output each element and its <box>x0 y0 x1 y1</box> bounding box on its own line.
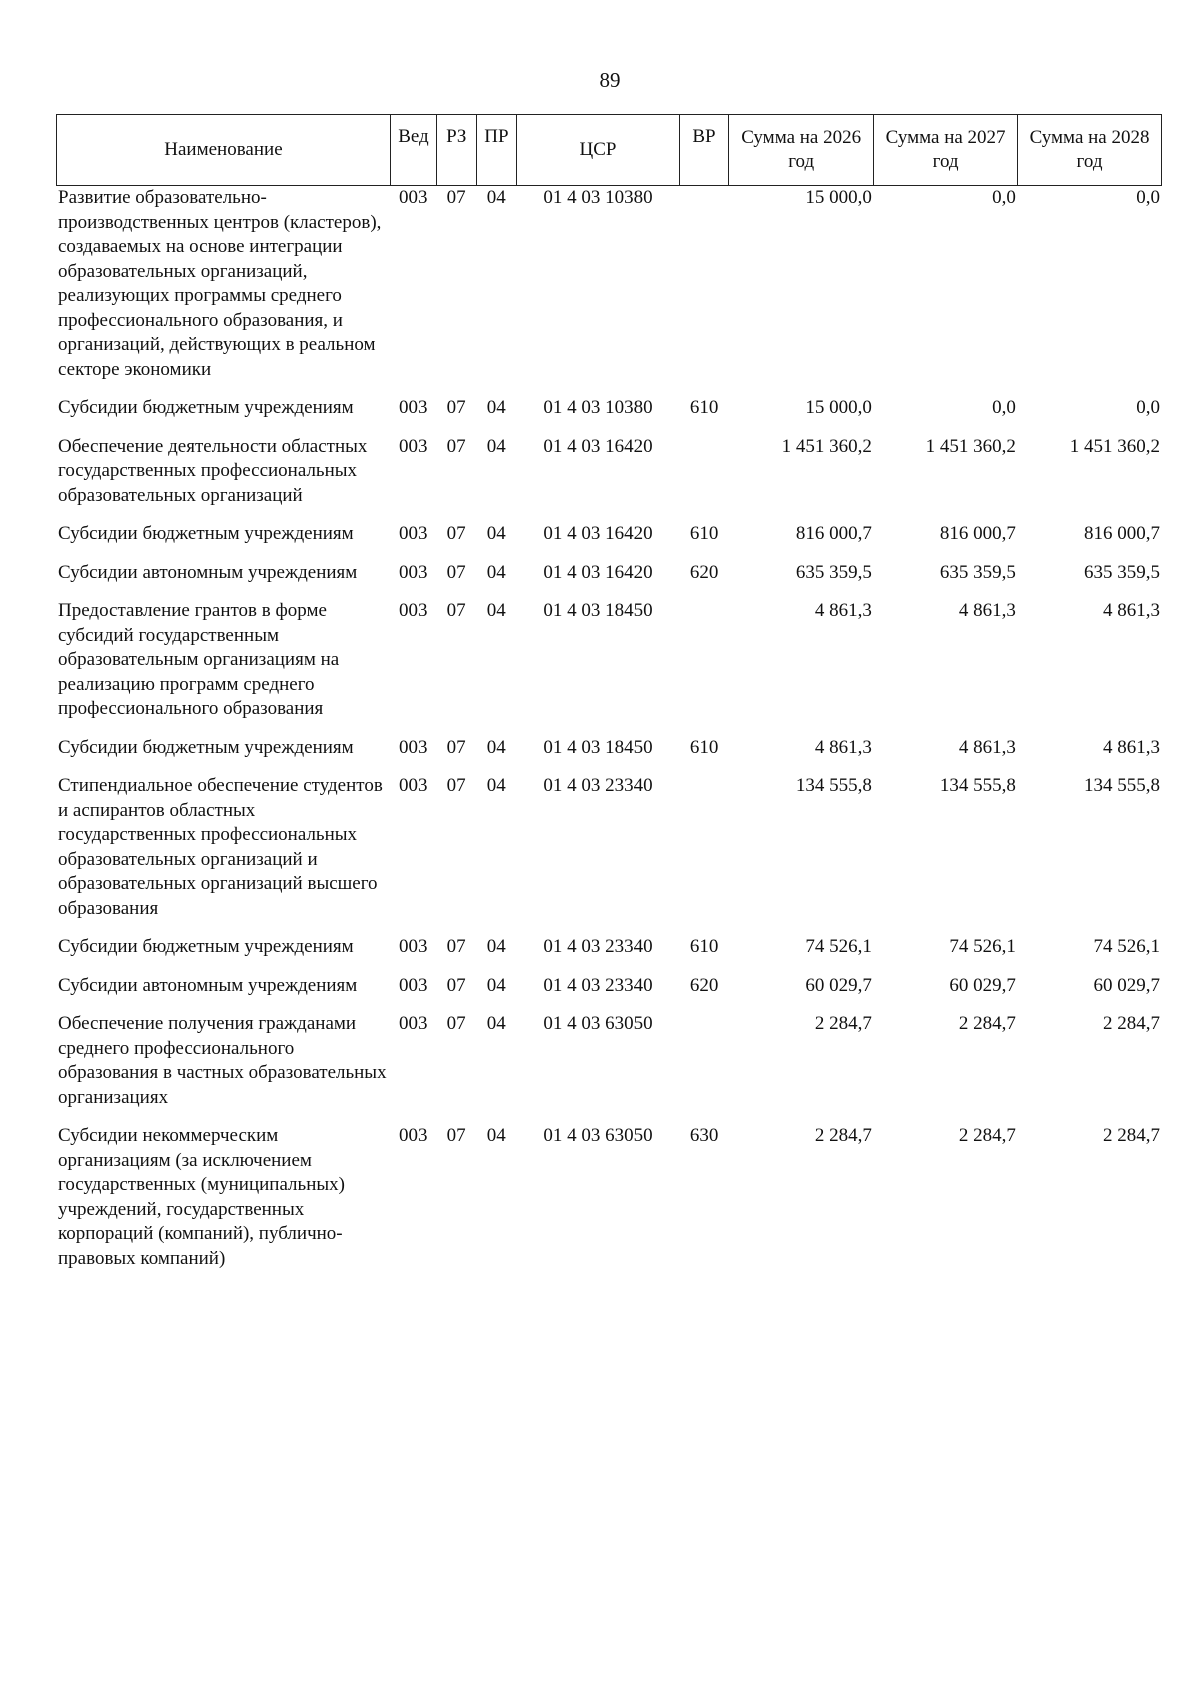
row-name: Субсидии бюджетным учреждениям <box>58 736 354 758</box>
row-pr: 04 <box>486 974 506 996</box>
row-rz: 07 <box>446 936 466 957</box>
row-sum-2028: 816 000,7 <box>1084 523 1160 544</box>
table-row <box>56 186 1162 396</box>
row-vr <box>679 1012 728 1124</box>
row-name: Субсидии бюджетным учреждениям <box>58 936 354 957</box>
row-ved: 003 <box>399 1125 428 1146</box>
row-sum-2027: 1 451 360,2 <box>925 435 1016 457</box>
row-vr: 620 <box>689 974 719 996</box>
row-csr: 01 4 03 10380 <box>543 397 653 418</box>
row-vr: 610 <box>689 397 719 418</box>
row-rz: 07 <box>446 561 466 583</box>
row-pr: 04 <box>486 1125 506 1146</box>
row-ved: 003 <box>399 736 428 758</box>
row-sum-2026: 134 555,8 <box>795 775 872 796</box>
row-rz: 07 <box>446 435 466 457</box>
row-sum-2028: 635 359,5 <box>1084 561 1160 583</box>
row-rz: 07 <box>446 1013 466 1034</box>
row-rz: 07 <box>446 775 466 796</box>
row-csr: 01 4 03 16420 <box>543 561 653 583</box>
row-name: Развитие образовательно-производственных центров (кластеров), создаваемых на основе интеграции образовательных организаций, реализующих программы среднего профессионального образования, и организаций, действующих в реальном секторе экономики <box>58 187 382 380</box>
row-sum-2028: 1 451 360,2 <box>1069 435 1160 457</box>
row-rz: 07 <box>446 397 466 418</box>
row-csr: 01 4 03 23340 <box>543 775 653 796</box>
row-ved: 003 <box>399 397 428 418</box>
row-sum-2026: 15 000,0 <box>805 397 872 418</box>
row-name: Субсидии некоммерческим организациям (за исключением государственных (муниципальных) учреждений, государственных корпораций (компаний), публично-правовых компаний) <box>58 1125 345 1269</box>
row-pr: 04 <box>486 397 506 418</box>
row-sum-2026: 816 000,7 <box>795 523 872 544</box>
header-rz: РЗ <box>437 115 477 186</box>
row-pr: 04 <box>486 736 506 758</box>
row-csr: 01 4 03 10380 <box>543 187 653 208</box>
table-row <box>56 935 1162 974</box>
row-pr: 04 <box>486 775 506 796</box>
row-vr <box>679 774 728 935</box>
row-ved: 003 <box>399 187 428 208</box>
row-sum-2026: 2 284,7 <box>814 1013 872 1034</box>
row-pr: 04 <box>486 600 506 621</box>
row-sum-2026: 2 284,7 <box>814 1125 872 1146</box>
row-sum-2028: 4 861,3 <box>1103 600 1160 621</box>
row-csr: 01 4 03 23340 <box>543 974 653 996</box>
row-ved: 003 <box>399 561 428 583</box>
table-row <box>56 522 1162 561</box>
row-vr: 610 <box>689 736 719 758</box>
row-sum-2027: 2 284,7 <box>958 1125 1016 1146</box>
row-sum-2026: 15 000,0 <box>805 187 872 208</box>
row-pr: 04 <box>486 561 506 583</box>
row-sum-2028: 0,0 <box>1136 397 1160 418</box>
row-csr: 01 4 03 18450 <box>543 600 653 621</box>
header-sum-2026: Сумма на 2026 год <box>729 115 874 186</box>
row-rz: 07 <box>446 974 466 996</box>
table-row <box>56 974 1162 1013</box>
row-sum-2027: 816 000,7 <box>939 523 1016 544</box>
row-sum-2028: 2 284,7 <box>1103 1013 1160 1034</box>
table-row <box>56 435 1162 523</box>
row-rz: 07 <box>446 1125 466 1146</box>
row-pr: 04 <box>486 1013 506 1034</box>
row-vr <box>679 186 728 396</box>
row-vr: 610 <box>689 523 719 544</box>
row-sum-2026: 60 029,7 <box>805 974 872 996</box>
table-body <box>56 186 1162 1285</box>
row-rz: 07 <box>446 600 466 621</box>
row-pr: 04 <box>486 936 506 957</box>
row-rz: 07 <box>446 523 466 544</box>
table-row <box>56 561 1162 600</box>
row-ved: 003 <box>399 974 428 996</box>
row-sum-2026: 1 451 360,2 <box>781 435 872 457</box>
table-row <box>56 774 1162 935</box>
row-pr: 04 <box>486 523 506 544</box>
row-sum-2027: 0,0 <box>992 187 1016 208</box>
row-rz: 07 <box>446 736 466 758</box>
row-name: Стипендиальное обеспечение студентов и аспирантов областных государственных профессиональных образовательных организаций и образовательных организаций высшего образования <box>58 775 383 919</box>
row-ved: 003 <box>399 775 428 796</box>
table-row <box>56 736 1162 775</box>
row-name: Субсидии бюджетным учреждениям <box>58 523 354 544</box>
row-csr: 01 4 03 16420 <box>543 435 653 457</box>
row-sum-2026: 4 861,3 <box>814 600 872 621</box>
row-ved: 003 <box>399 936 428 957</box>
page-number: 89 <box>599 68 621 92</box>
row-sum-2028: 2 284,7 <box>1103 1125 1160 1146</box>
row-rz: 07 <box>446 187 466 208</box>
row-sum-2027: 134 555,8 <box>939 775 1016 796</box>
row-ved: 003 <box>399 600 428 621</box>
header-sum-2028: Сумма на 2028 год <box>1018 115 1162 186</box>
row-name: Обеспечение деятельности областных государственных профессиональных образовательных организаций <box>58 435 368 506</box>
row-vr <box>679 599 728 736</box>
row-sum-2027: 2 284,7 <box>958 1013 1016 1034</box>
table-header <box>56 114 1162 186</box>
table-row <box>56 396 1162 435</box>
row-sum-2026: 74 526,1 <box>805 936 872 957</box>
row-name: Субсидии бюджетным учреждениям <box>58 397 354 418</box>
row-sum-2026: 4 861,3 <box>814 736 872 758</box>
row-csr: 01 4 03 63050 <box>543 1013 653 1034</box>
row-name: Субсидии автономным учреждениям <box>58 974 358 996</box>
row-sum-2028: 74 526,1 <box>1093 936 1160 957</box>
row-csr: 01 4 03 23340 <box>543 936 653 957</box>
table-row <box>56 1012 1162 1124</box>
row-csr: 01 4 03 16420 <box>543 523 653 544</box>
row-pr: 04 <box>486 435 506 457</box>
row-sum-2027: 60 029,7 <box>949 974 1016 996</box>
row-vr: 630 <box>689 1125 719 1146</box>
row-sum-2028: 60 029,7 <box>1093 974 1160 996</box>
row-ved: 003 <box>399 523 428 544</box>
header-name: Наименование <box>57 115 391 186</box>
row-sum-2027: 74 526,1 <box>949 936 1016 957</box>
row-name: Обеспечение получения гражданами среднего профессионального образования в частных образовательных организациях <box>58 1013 387 1108</box>
row-sum-2028: 0,0 <box>1136 187 1160 208</box>
header-sum-2027: Сумма на 2027 год <box>874 115 1018 186</box>
row-csr: 01 4 03 63050 <box>543 1125 653 1146</box>
row-sum-2028: 134 555,8 <box>1084 775 1160 796</box>
header-csr: ЦСР <box>517 115 680 186</box>
row-vr: 610 <box>689 936 719 957</box>
row-sum-2027: 4 861,3 <box>958 736 1016 758</box>
row-pr: 04 <box>486 187 506 208</box>
row-ved: 003 <box>399 1013 428 1034</box>
row-sum-2027: 0,0 <box>992 397 1016 418</box>
row-vr <box>679 435 728 523</box>
table-row <box>56 1124 1162 1285</box>
row-sum-2027: 4 861,3 <box>958 600 1016 621</box>
row-sum-2027: 635 359,5 <box>939 561 1016 583</box>
row-vr: 620 <box>689 561 719 583</box>
row-ved: 003 <box>399 435 428 457</box>
row-sum-2028: 4 861,3 <box>1103 736 1160 758</box>
row-csr: 01 4 03 18450 <box>543 736 653 758</box>
header-vr: ВР <box>679 115 728 186</box>
table-row <box>56 599 1162 736</box>
header-ved: Вед <box>390 115 436 186</box>
header-pr: ПР <box>476 115 517 186</box>
row-sum-2026: 635 359,5 <box>795 561 872 583</box>
row-name: Предоставление грантов в форме субсидий государственным образовательным организациям на реализацию программ среднего профессионального образования <box>58 600 340 719</box>
row-name: Субсидии автономным учреждениям <box>58 561 358 583</box>
